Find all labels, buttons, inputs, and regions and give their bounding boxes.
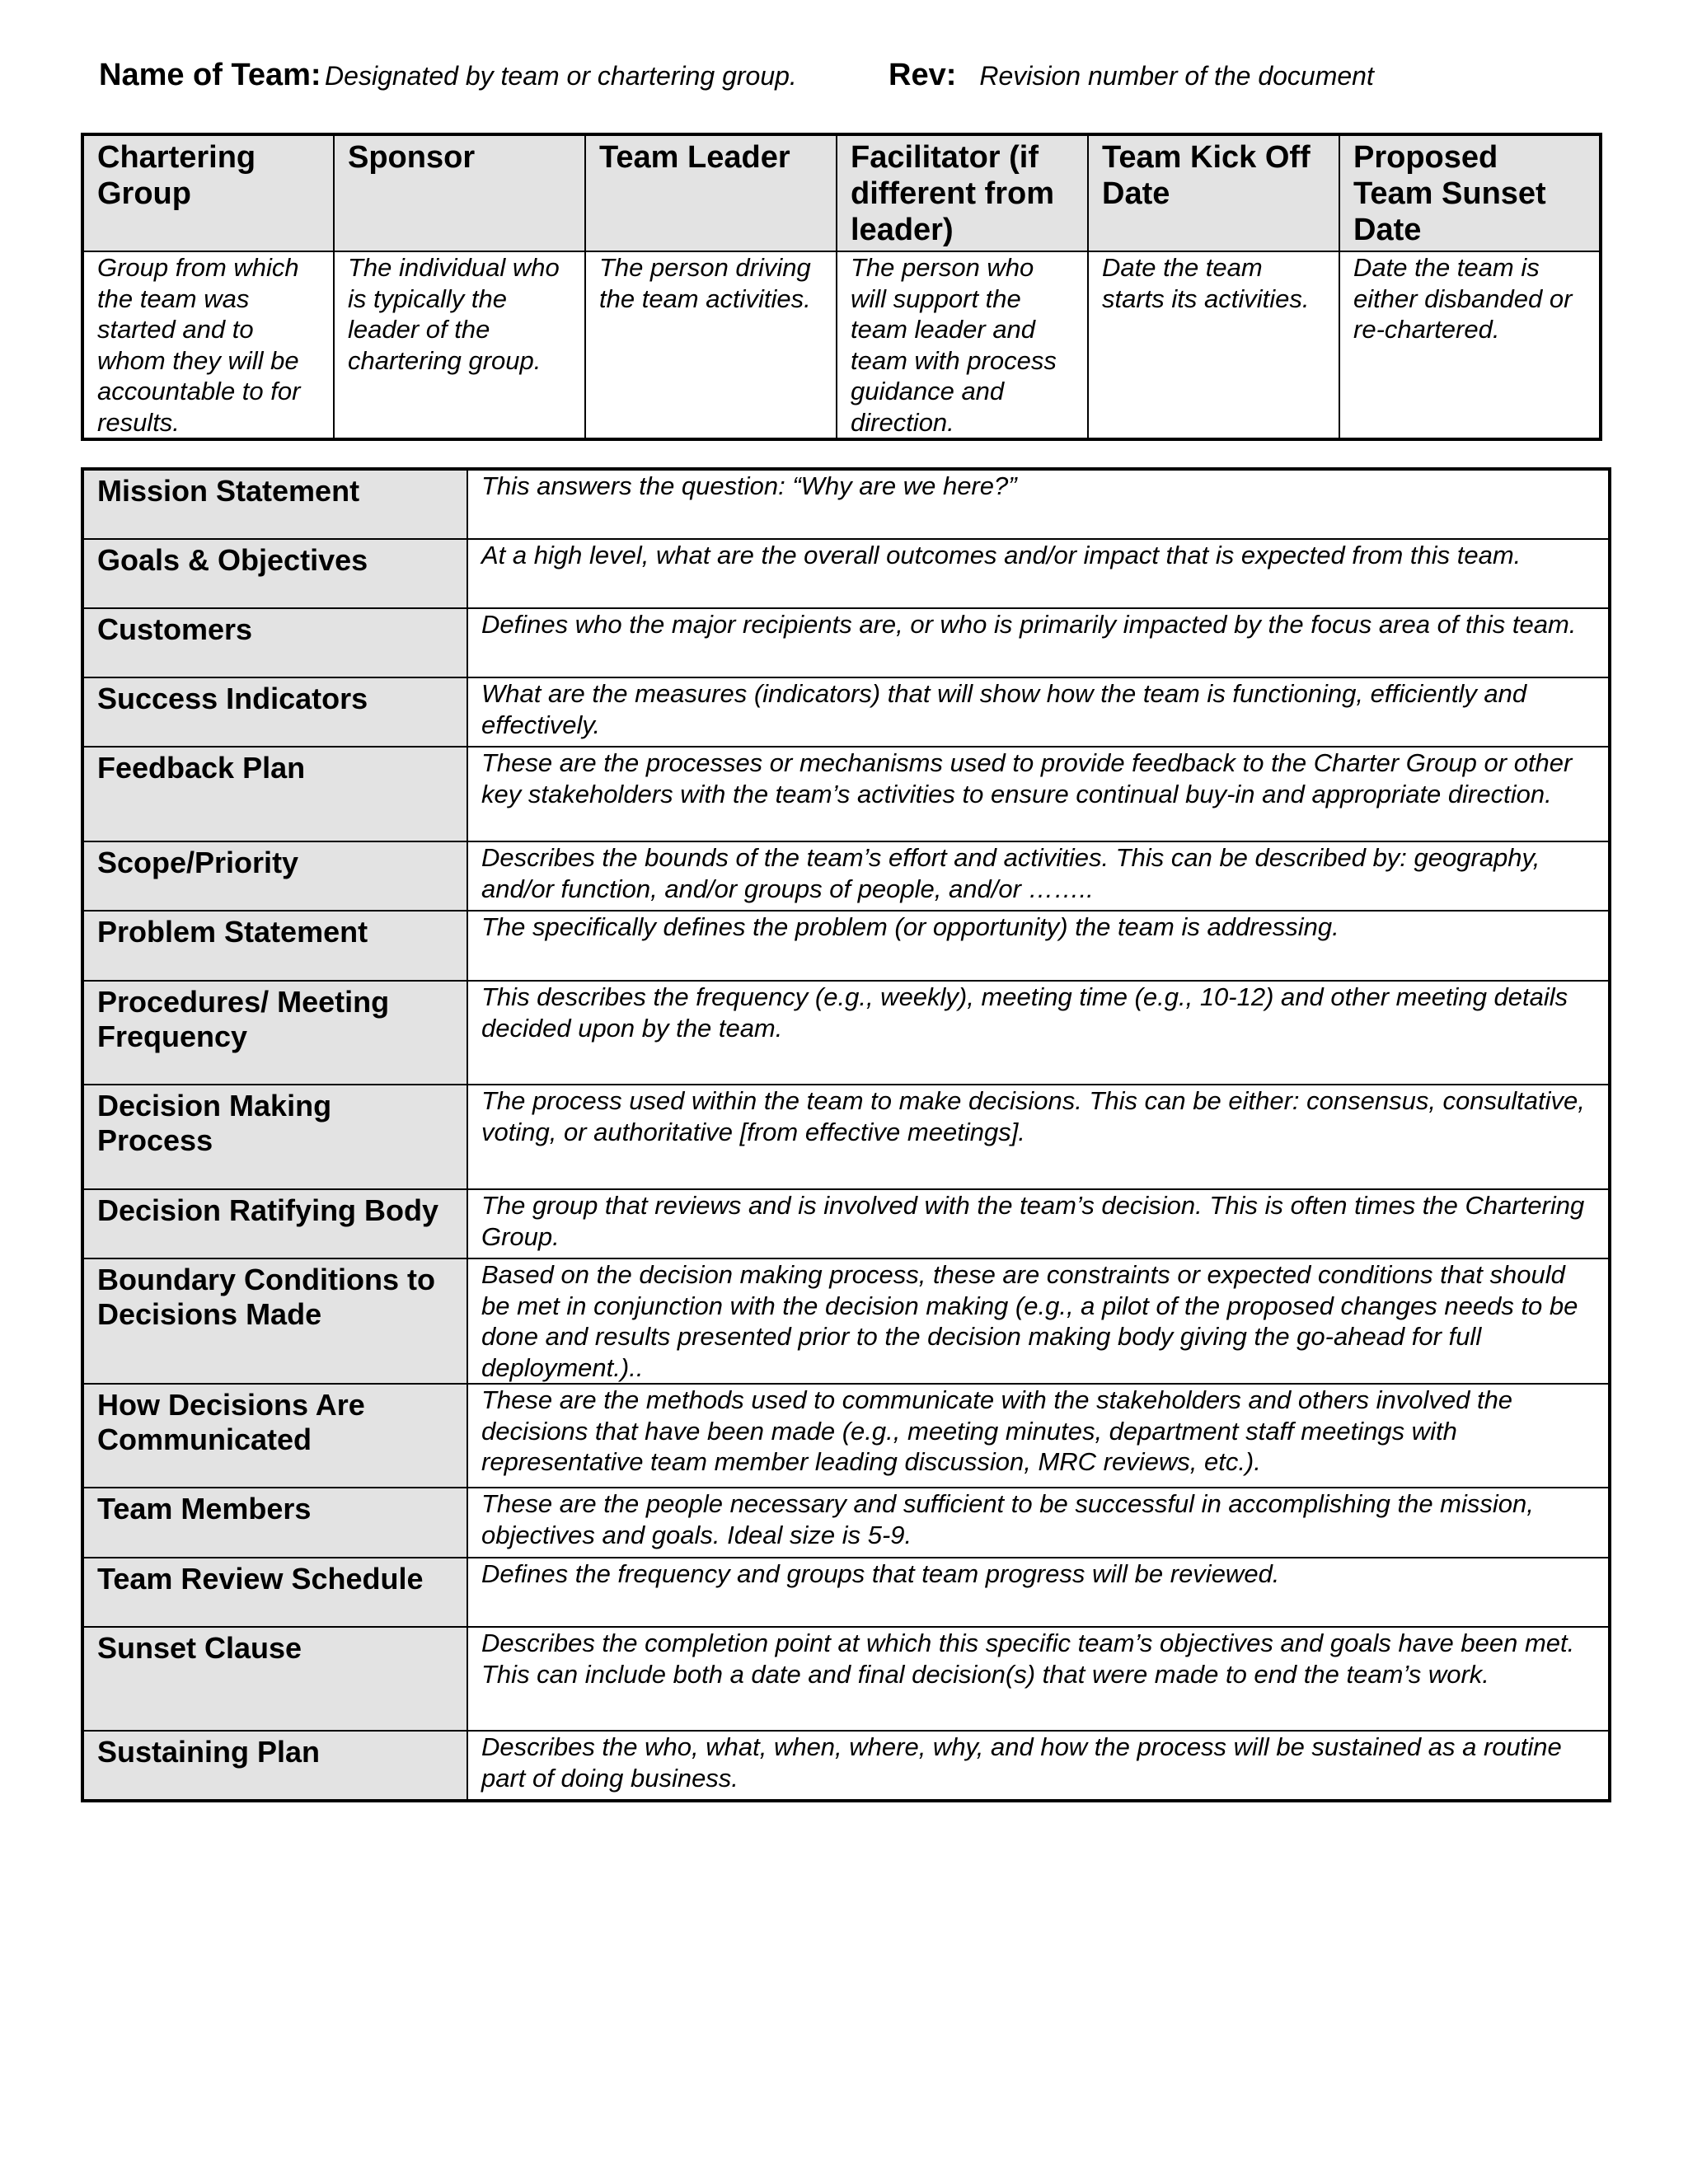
row-description: Based on the decision making process, these are constraints or expected conditions that should be met in conjunction with the decision making (e.g., a pilot of the proposed changes needs to be done and results presented prior to the decision making body giving the go-ahead for full deployment.).. xyxy=(467,1258,1610,1384)
table-row xyxy=(82,911,1610,981)
table-row xyxy=(82,1258,1610,1384)
team-name-group xyxy=(99,58,797,93)
chartering-group-desc: Group from which the team was started and to whom they will be accountable to for results. xyxy=(82,251,334,439)
row-label: How Decisions Are Communicated xyxy=(82,1384,467,1488)
kick-off-date-desc: Date the team starts its activities. xyxy=(1088,251,1339,439)
row-description: This answers the question: “Why are we here?” xyxy=(467,469,1610,539)
table-row xyxy=(82,1085,1610,1189)
table-row xyxy=(82,539,1610,608)
table-row xyxy=(82,1189,1610,1258)
revision-group xyxy=(889,58,1374,93)
page-header xyxy=(99,58,1632,99)
row-description: Describes the completion point at which this specific team’s objectives and goals have been met. This can include both a date and final decision(s) that were made to end the team’s work. xyxy=(467,1627,1610,1731)
table-row xyxy=(82,841,1610,911)
kick-off-date-header: Team Kick Off Date xyxy=(1088,134,1339,251)
row-description: At a high level, what are the overall outcomes and/or impact that is expected from this team. xyxy=(467,539,1610,608)
revision-value: Revision number of the document xyxy=(979,61,1374,91)
row-description: This describes the frequency (e.g., weekly), meeting time (e.g., 10-12) and other meeting details decided upon by the team. xyxy=(467,981,1610,1085)
sunset-date-desc: Date the team is either disbanded or re-chartered. xyxy=(1339,251,1601,439)
sponsor-desc: The individual who is typically the leader of the chartering group. xyxy=(334,251,585,439)
table-row xyxy=(82,469,1610,539)
facilitator-desc: The person who will support the team leader and team with process guidance and direction. xyxy=(837,251,1088,439)
table-row xyxy=(82,1731,1610,1801)
row-description: The group that reviews and is involved with the team’s decision. This is often times the Chartering Group. xyxy=(467,1189,1610,1258)
row-label: Success Indicators xyxy=(82,677,467,747)
row-description: Describes the bounds of the team’s effort and activities. This can be described by: geography, and/or function, and/or groups of people, and/or …….. xyxy=(467,841,1610,911)
row-label: Problem Statement xyxy=(82,911,467,981)
table-row xyxy=(82,1384,1610,1488)
row-label: Scope/Priority xyxy=(82,841,467,911)
row-description: Defines who the major recipients are, or who is primarily impacted by the focus area of this team. xyxy=(467,608,1610,677)
row-label: Feedback Plan xyxy=(82,747,467,841)
overview-header-row xyxy=(82,134,1601,251)
row-description: The specifically defines the problem (or opportunity) the team is addressing. xyxy=(467,911,1610,981)
facilitator-header: Facilitator (if different from leader) xyxy=(837,134,1088,251)
row-description: What are the measures (indicators) that will show how the team is functioning, efficiently and effectively. xyxy=(467,677,1610,747)
table-row xyxy=(82,1558,1610,1627)
row-label: Procedures/ Meeting Frequency xyxy=(82,981,467,1085)
team-leader-header: Team Leader xyxy=(585,134,837,251)
charter-overview-table xyxy=(81,133,1602,441)
row-label: Boundary Conditions to Decisions Made xyxy=(82,1258,467,1384)
row-description: Defines the frequency and groups that team progress will be reviewed. xyxy=(467,1558,1610,1627)
chartering-group-header: Chartering Group xyxy=(82,134,334,251)
charter-details-table xyxy=(81,467,1611,1802)
row-description: Describes the who, what, when, where, why, and how the process will be sustained as a routine part of doing business. xyxy=(467,1731,1610,1801)
row-description: These are the processes or mechanisms used to provide feedback to the Charter Group or other key stakeholders with the team’s activities to ensure continual buy-in and appropriate direction. xyxy=(467,747,1610,841)
sponsor-header: Sponsor xyxy=(334,134,585,251)
revision-label: Rev: xyxy=(889,58,957,92)
row-label: Team Review Schedule xyxy=(82,1558,467,1627)
table-row xyxy=(82,747,1610,841)
team-leader-desc: The person driving the team activities. xyxy=(585,251,837,439)
row-label: Sunset Clause xyxy=(82,1627,467,1731)
row-label: Decision Making Process xyxy=(82,1085,467,1189)
table-row xyxy=(82,981,1610,1085)
table-row xyxy=(82,677,1610,747)
row-label: Customers xyxy=(82,608,467,677)
row-description: The process used within the team to make decisions. This can be either: consensus, consultative, voting, or authoritative [from effective meetings]. xyxy=(467,1085,1610,1189)
team-name-label: Name of Team: xyxy=(99,58,321,92)
row-label: Goals & Objectives xyxy=(82,539,467,608)
table-row xyxy=(82,1627,1610,1731)
row-label: Mission Statement xyxy=(82,469,467,539)
sunset-date-header: Proposed Team Sunset Date xyxy=(1339,134,1601,251)
row-description: These are the methods used to communicate with the stakeholders and others involved the decisions that have been made (e.g., meeting minutes, department staff meetings with representative team member leading discussion, MRC reviews, etc.). xyxy=(467,1384,1610,1488)
row-label: Sustaining Plan xyxy=(82,1731,467,1801)
team-name-value: Designated by team or chartering group. xyxy=(325,61,797,91)
table-row xyxy=(82,1488,1610,1558)
overview-desc-row xyxy=(82,251,1601,439)
table-row xyxy=(82,608,1610,677)
row-description: These are the people necessary and sufficient to be successful in accomplishing the mission, objectives and goals. Ideal size is 5-9. xyxy=(467,1488,1610,1558)
row-label: Team Members xyxy=(82,1488,467,1558)
row-label: Decision Ratifying Body xyxy=(82,1189,467,1258)
